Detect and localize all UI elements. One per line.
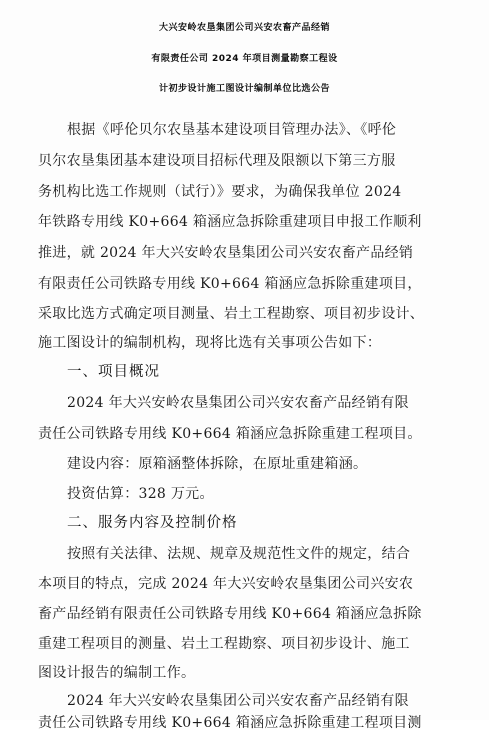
intro-line-1: 根据《呼伦贝尔农垦基本建设项目管理办法》、《呼伦 bbox=[67, 122, 397, 138]
intro-line-4: 年铁路专用线 K0+664 箱涵应急拆除重建项目申报工作顺利 bbox=[38, 214, 422, 230]
section-1-line-4: 投资估算：328 万元。 bbox=[67, 486, 214, 502]
section-2-line-6: 2024 年大兴安岭农垦集团公司兴安农畜产品经销有限 bbox=[67, 693, 409, 709]
intro-line-3: 务机构比选工作规则（试行）》要求，为确保我单位 2024 bbox=[38, 184, 402, 200]
section-1-line-1: 2024 年大兴安岭农垦集团公司兴安农畜产品经销有限 bbox=[67, 395, 409, 411]
document-title-line-2: 有限责任公司 2024 年项目测量勘察工程设 bbox=[151, 54, 338, 64]
section-2-line-3: 畜产品经销有限责任公司铁路专用线 K0+664 箱涵应急拆除 bbox=[38, 606, 422, 622]
section-2-line-2: 本项目的特点，完成 2024 年大兴安岭农垦集团公司兴安农 bbox=[38, 576, 414, 592]
intro-line-7: 采取比选方式确定项目测量、岩土工程勘察、项目初步设计、 bbox=[38, 306, 425, 322]
intro-line-5: 推进，就 2024 年大兴安岭农垦集团公司兴安农畜产品经销 bbox=[38, 245, 414, 261]
section-2-line-5: 图设计报告的编制工作。 bbox=[38, 665, 196, 681]
section-1-line-3: 建设内容：原箱涵整体拆除，在原址重建箱涵。 bbox=[67, 456, 368, 472]
section-2-line-7: 责任公司铁路专用线 K0+664 箱涵应急拆除重建工程项目测 bbox=[38, 715, 422, 731]
document-title-line-1: 大兴安岭农垦集团公司兴安农畜产品经销 bbox=[158, 23, 330, 33]
intro-line-6: 有限责任公司铁路专用线 K0+664 箱涵应急拆除重建项目， bbox=[38, 276, 422, 292]
intro-line-8: 施工图设计的编制机构，现将比选有关事项公告如下： bbox=[38, 335, 382, 351]
section-1-line-2: 责任公司铁路专用线 K0+664 箱涵应急拆除重建工程项目。 bbox=[38, 426, 422, 442]
document-title-line-3: 计初步设计施工图设计编制单位比选公告 bbox=[158, 84, 330, 94]
section-2-line-1: 按照有关法律、法规、规章及规范性文件的规定，结合 bbox=[67, 546, 411, 562]
intro-line-2: 贝尔农垦集团基本建设项目招标代理及限额以下第三方服 bbox=[38, 153, 396, 169]
section-2-heading: 二、服务内容及控制价格 bbox=[67, 515, 238, 531]
section-2-line-4: 重建工程项目的测量、岩土工程勘察、项目初步设计、施工 bbox=[38, 636, 410, 652]
section-1-heading: 一、项目概况 bbox=[67, 364, 160, 380]
